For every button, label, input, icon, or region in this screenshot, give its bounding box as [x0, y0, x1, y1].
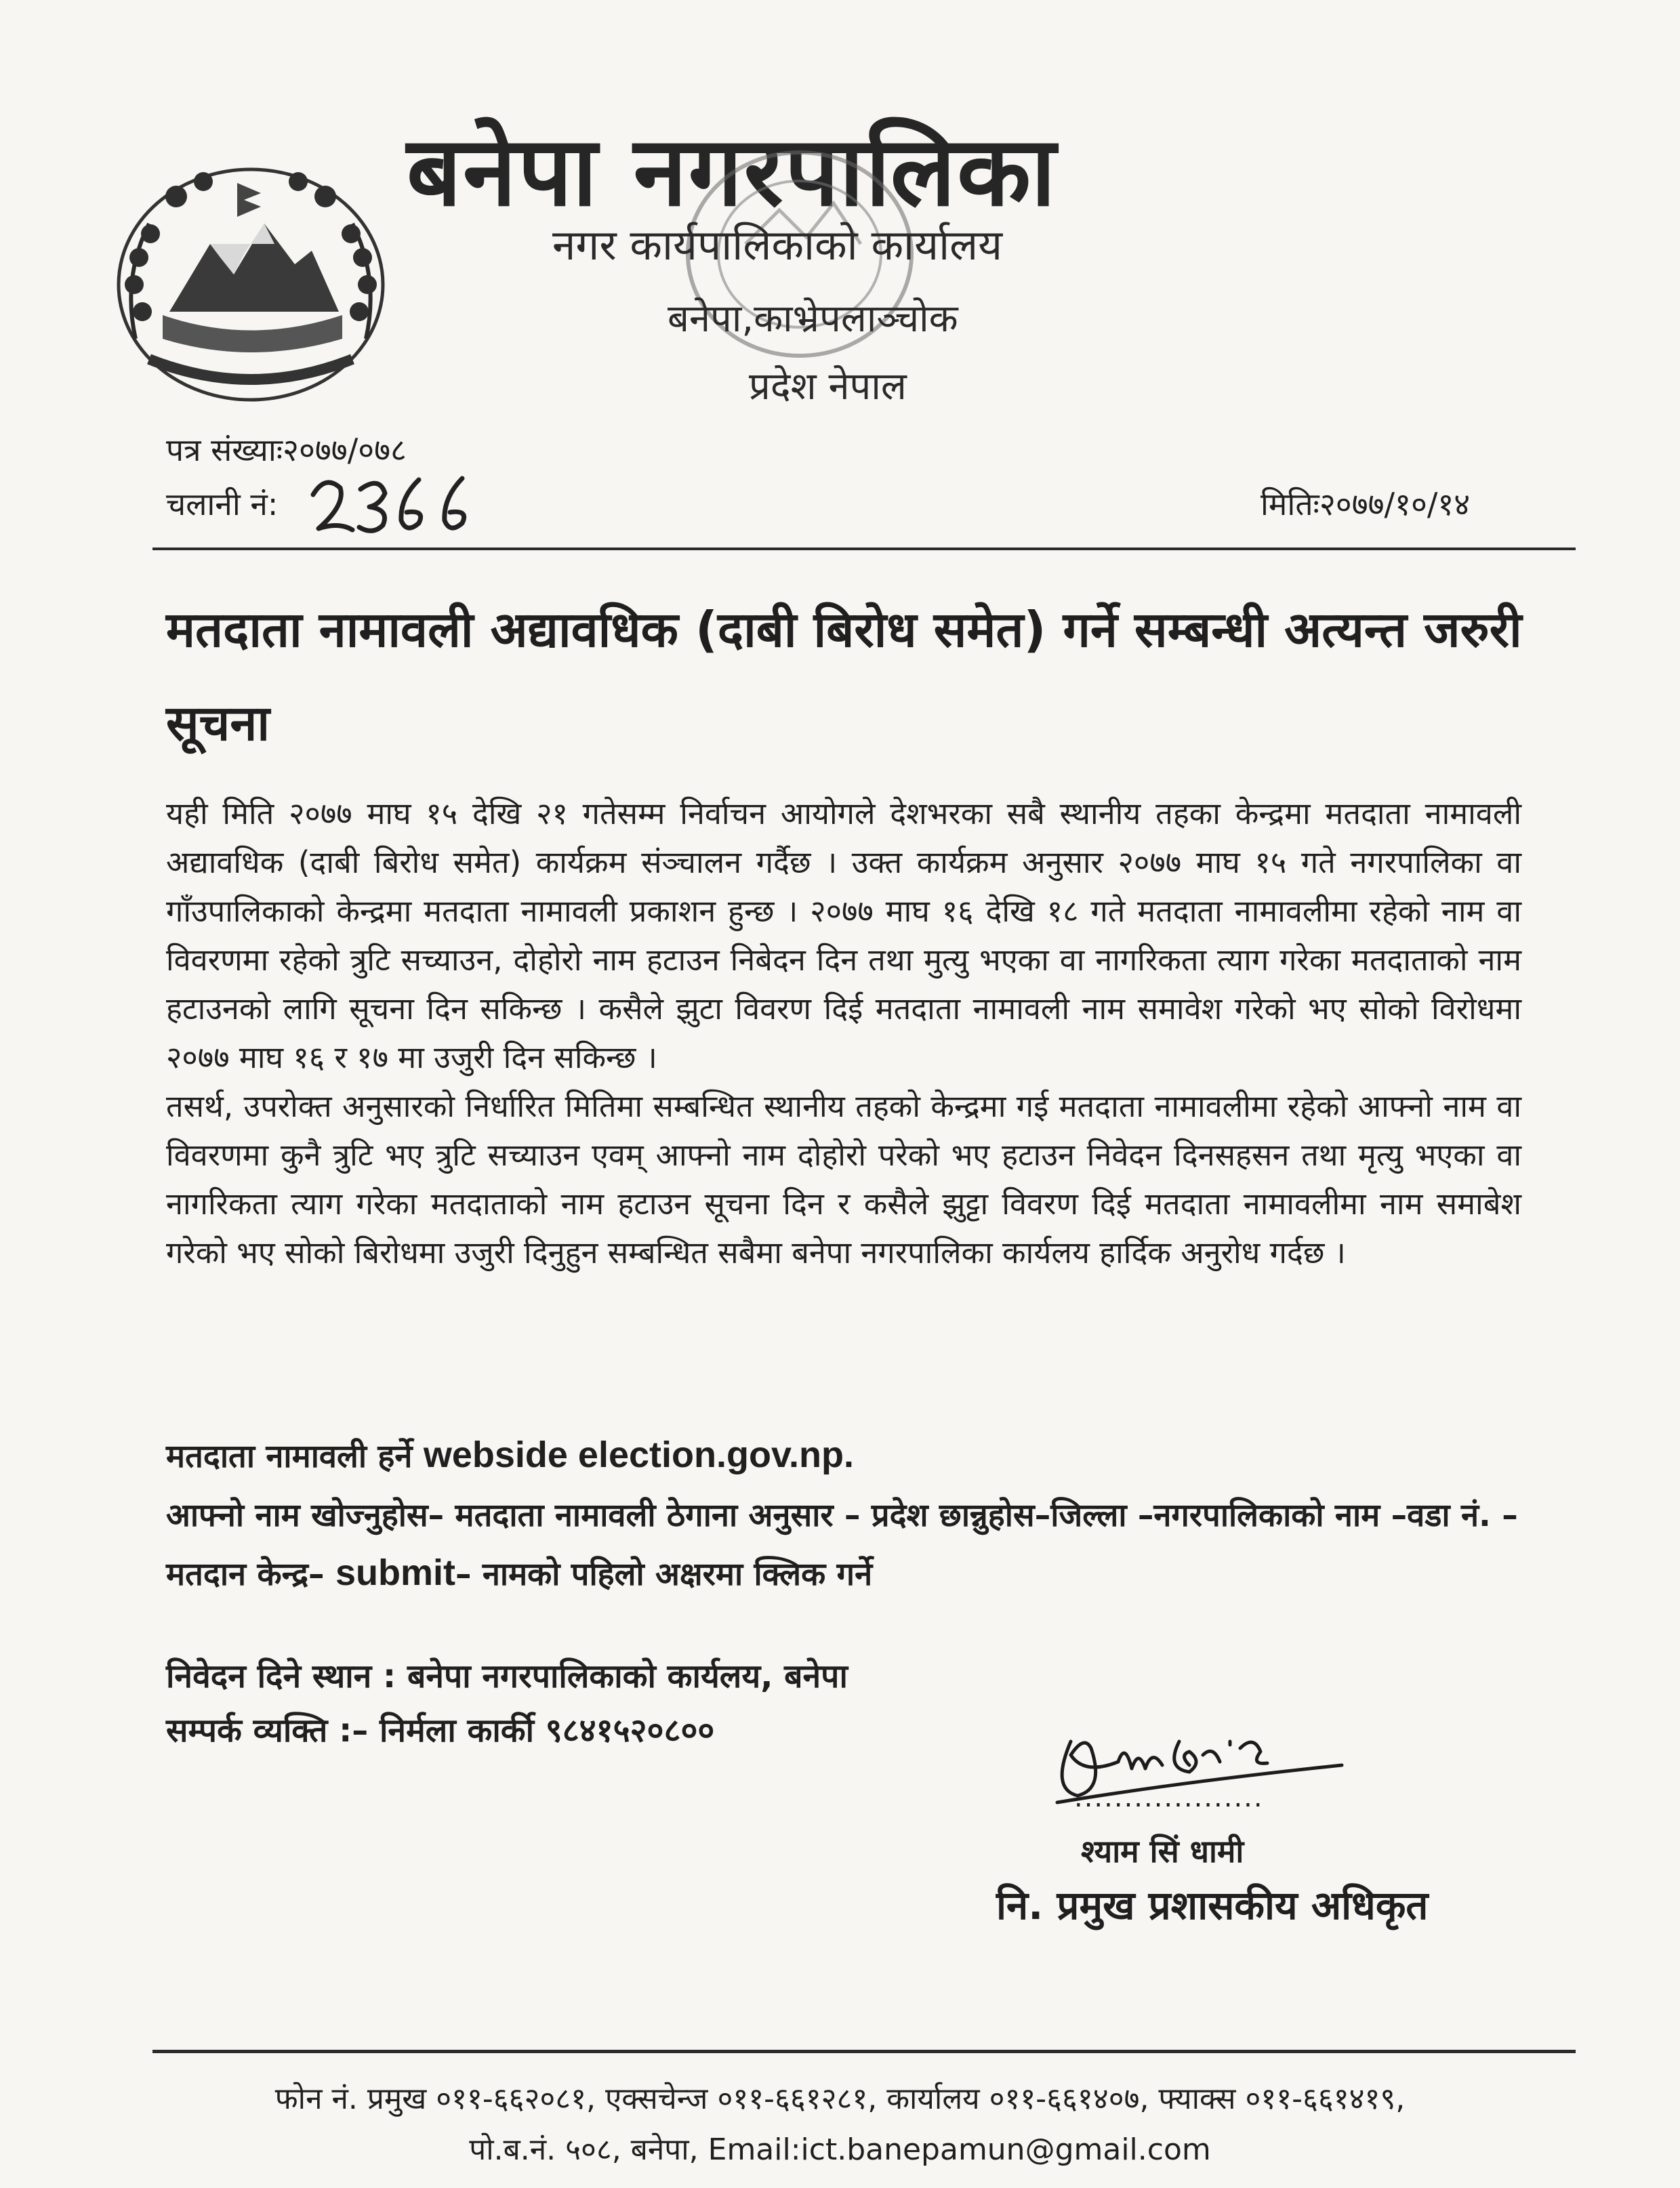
footer-contacts: फोन नं. प्रमुख ०११-६६२०८१, एक्सचेन्ज ०११-६६१२८१, कार्यालय ०११-६६१४०७, फ्याक्स ०११-६६१४१९, — [274, 2082, 1406, 2116]
website-link[interactable]: webside election.gov.np. — [423, 1434, 854, 1475]
body-paragraph-1: यही मिति २०७७ माघ १५ देखि २१ गतेसम्म निर्वाचन आयोगले देशभरका सबै स्थानीय तहका केन्द्रमा मतदाता नामावली अद्यावधिक (दाबी बिरोध समेत) कार्यक्रम संञ्चालन गर्दैछ । उक्त कार्यक्रम अनुसार २०७७ माघ १५ गते नगरपालिका वा गाँउपालिकाको केन्द्रमा मतदाता नामावली प्रकाशन हुन्छ । २०७७ माघ १६ देखि १८ गते मतदाता नामावलीमा रहेको नाम वा विवरणमा रहेको त्रुटि सच्याउन, दोहोरो नाम हटाउन निबेदन दिन तथा मुत्यु भएका वा नागरिकता त्याग गरेका मतदाताको नाम हटाउनको लागि सूचना दिन सकिन्छ । कसैले झुटा विवरण दिई मतदाता नामावली नाम समावेश गरेको भए सोको विरोधमा २०७७ माघ १६ र १७ मा उजुरी दिन सकिन्छ । — [166, 796, 1521, 1075]
letter-number: पत्र संख्याः२०७७/०७८ — [166, 432, 407, 468]
body-paragraph-2: तसर्थ, उपरोक्त अनुसारको निर्धारित मितिमा सम्बन्धित स्थानीय तहको केन्द्रमा गई मतदाता नामावलीमा रहेको आफ्नो नाम वा विवरणमा कुनै त्रुटि भए त्रुटि सच्याउन एवम् आफ्नो नाम दोहोरो परेको भए हटाउन निवेदन दिनसहसन तथा मृत्यु भएका वा नागरिकता त्याग गरेका मतदाताको नाम हटाउन सूचना दिन र कसैले झुट्टा विवरण दिई मतदाता नामावलीमा नाम समाबेश गरेको भए सोको बिरोधमा उजुरी दिनुहुन सम्बन्धित सबैमा बनेपा नगरपालिका कार्यलय हार्दिक अनुरोध गर्दछ । — [166, 1088, 1521, 1271]
footer-address-email: पो.ब.नं. ५०८, बनेपा, Email:ict.banepamun@gmail.com — [469, 2132, 1211, 2167]
nepal-emblem-icon — [108, 142, 393, 413]
header-divider — [152, 548, 1576, 550]
notice-body — [166, 789, 1521, 1277]
submit-word: submit — [335, 1552, 455, 1593]
signer-name: श्याम सिं धामी — [1081, 1833, 1244, 1870]
instructions-part-2: – नामको पहिलो अक्षरमा क्लिक गर्ने — [455, 1556, 873, 1593]
office-address: बनेपा,काभ्रेपलाञ्चोक — [668, 297, 958, 341]
website-prefix: मतदाता नामावली हर्ने — [166, 1438, 413, 1475]
footer-divider — [152, 2050, 1576, 2053]
dispatch-number-handwritten — [305, 468, 481, 542]
letter-date: मितिः२०७७/१०/१४ — [1261, 486, 1471, 522]
signer-designation: नि. प्रमुख प्रशासकीय अधिकृत — [996, 1882, 1429, 1928]
signature-dots: ................... — [1074, 1782, 1264, 1813]
office-name: नगर कार्यपालिकाको कार्यालय — [552, 220, 1003, 270]
website-line — [166, 1426, 1535, 1485]
municipality-title: बनेपा नगरपालिका — [407, 116, 1057, 228]
search-instructions — [166, 1487, 1535, 1603]
instructions-part-1: आफ्नो नाम खोज्नुहोस– मतदाता नामावली ठेगाना अनुसार – प्रदेश छान्नुहोस–जिल्ला –नगरपालिकाको नाम –वडा नं. –मतदान केन्द्र– — [166, 1497, 1518, 1593]
application-place: निवेदन दिने स्थान : बनेपा नगरपालिकाको कार्यलय, बनेपा — [166, 1657, 848, 1695]
contact-person: सम्पर्क व्यक्ति :– निर्मला कार्की ९८४१५२०८०० — [166, 1712, 715, 1750]
province-name: प्रदेश नेपाल — [749, 365, 907, 409]
dispatch-label: चलानी नं: — [166, 486, 279, 522]
notice-subject: मतदाता नामावली अद्यावधिक (दाबी बिरोध समेत) गर्ने सम्बन्धी अत्यन्त जरुरी सूचना — [166, 601, 1522, 751]
